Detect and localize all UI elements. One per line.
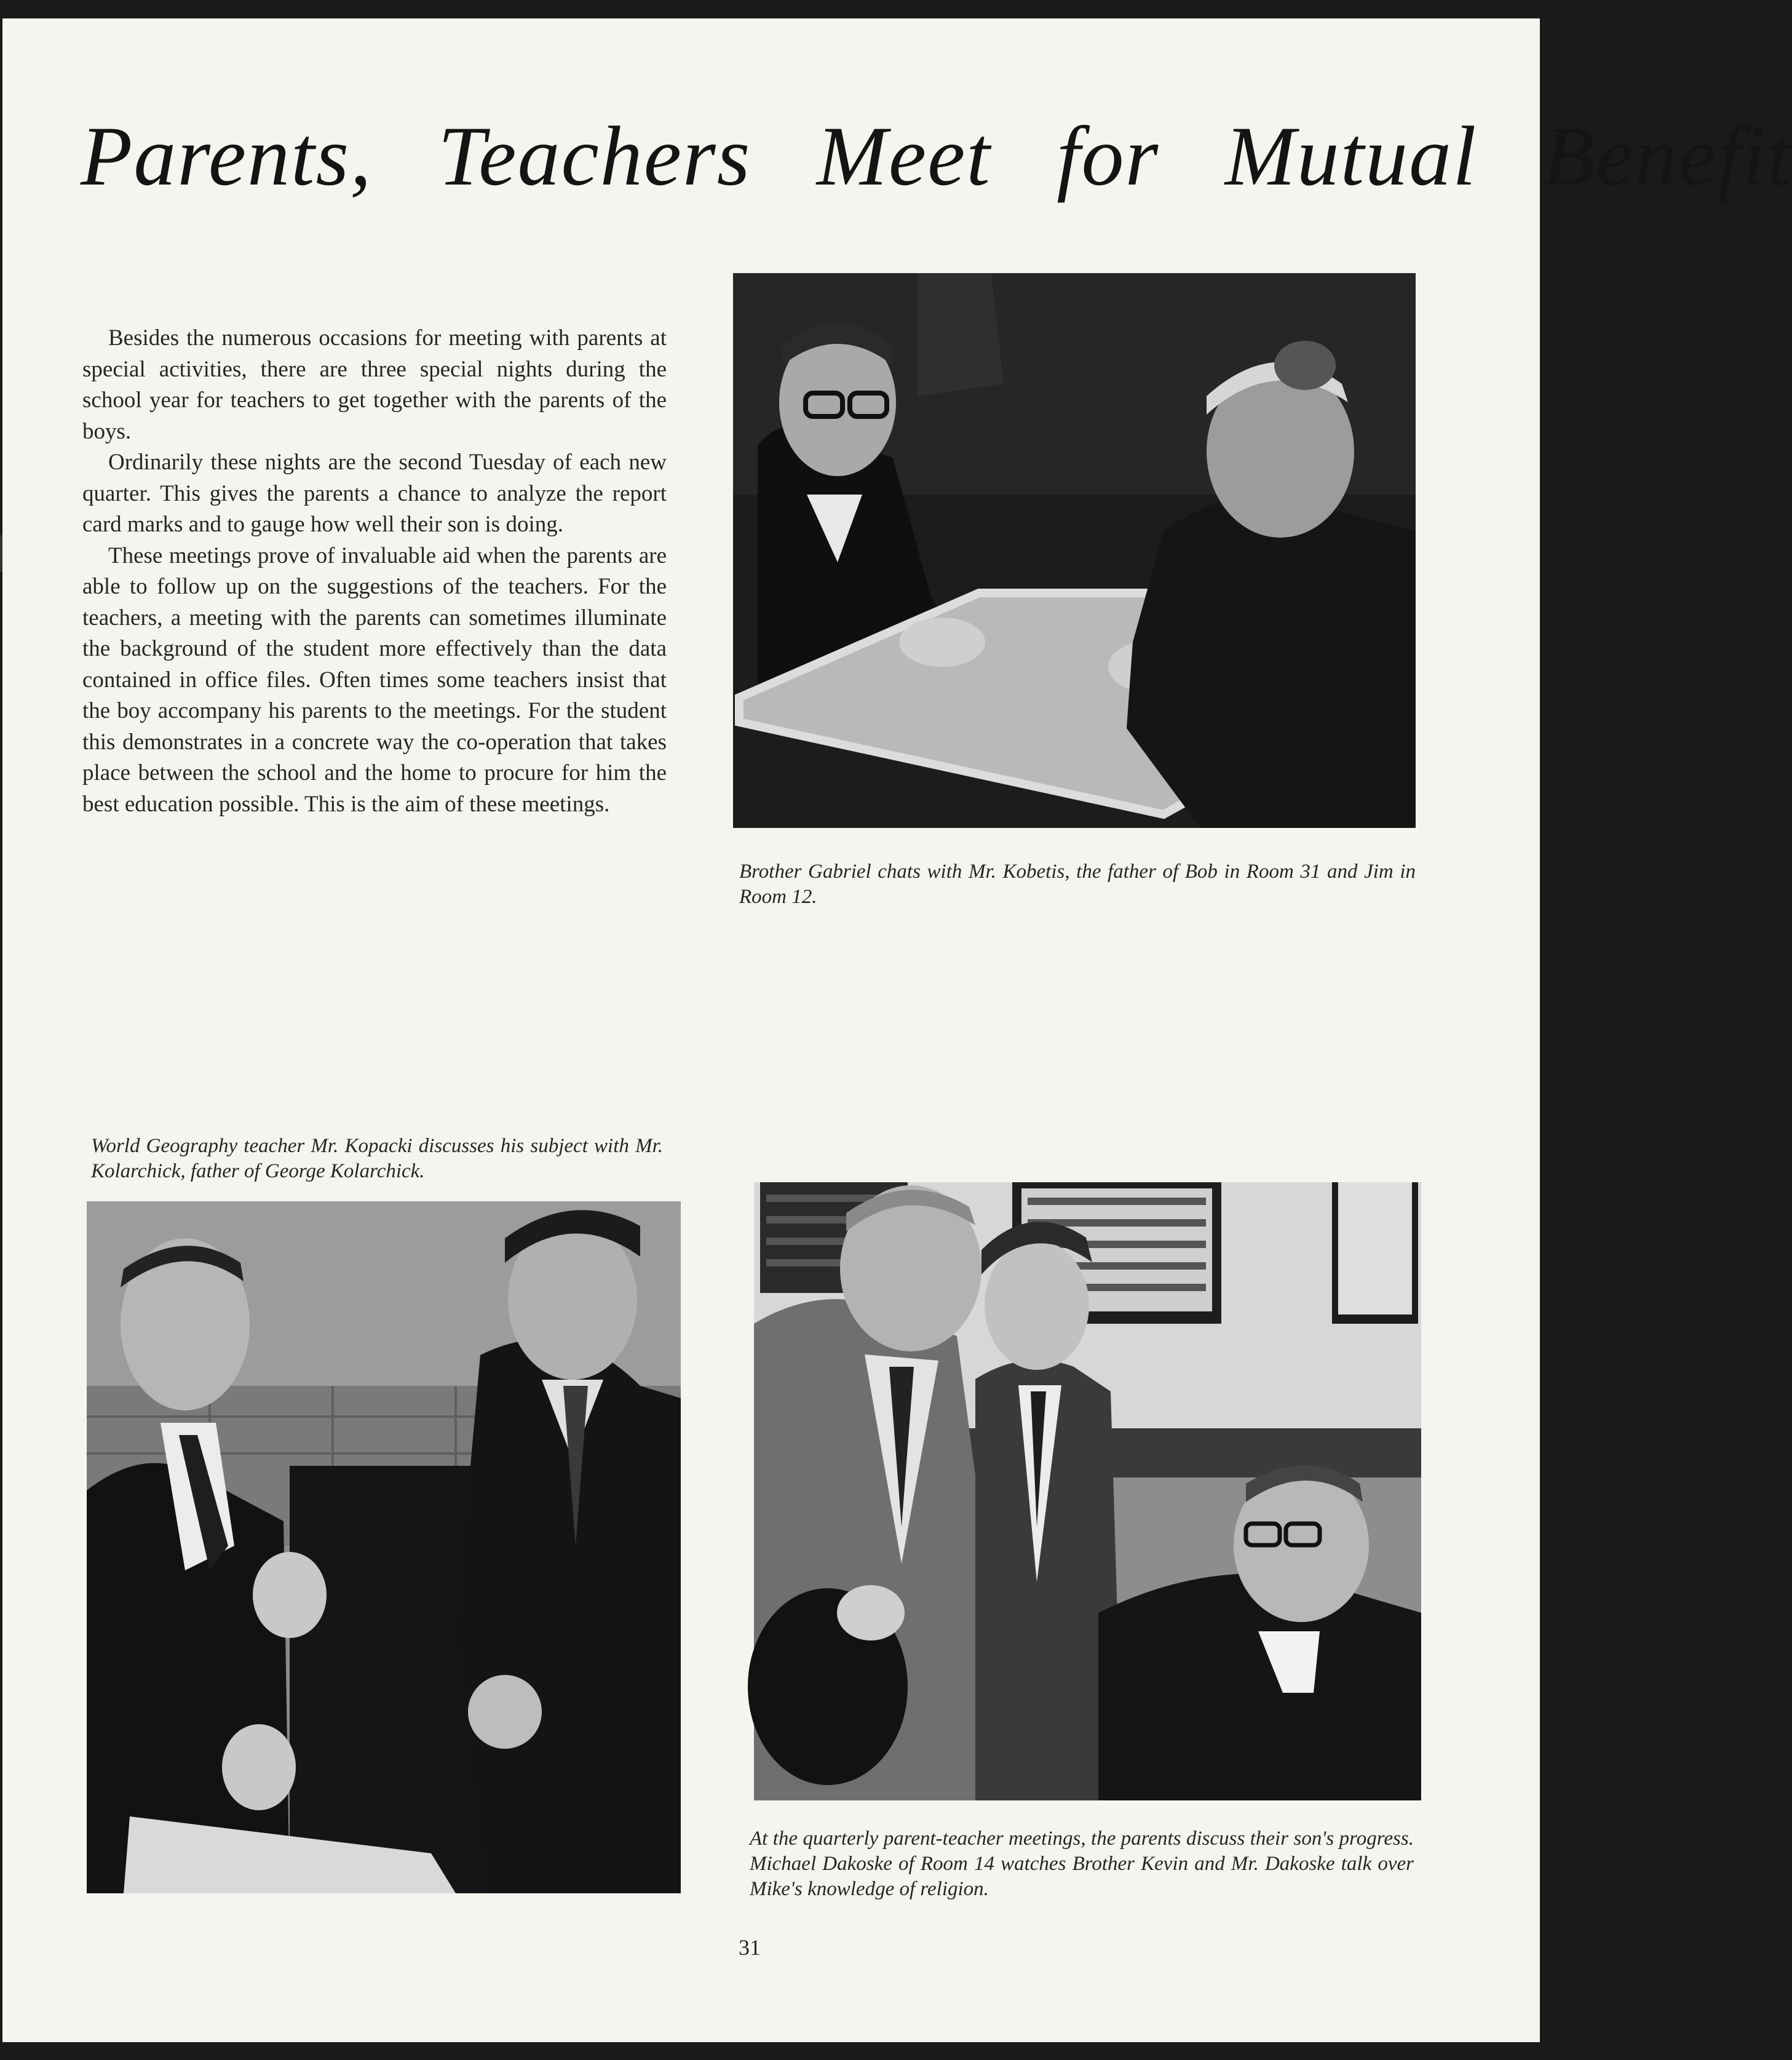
- article-paragraph: Besides the numerous occasions for meeting with parents at special activities, there are three special nights during the school year for teachers to get together with the parents of the boys.: [82, 325, 667, 444]
- scan-edge-mark: [0, 535, 2, 572]
- article-paragraph: Ordinarily these nights are the second Tuesday of each new quarter. This gives the parents a chance to analyze the report card marks and to gauge how well their son is doing.: [82, 450, 667, 537]
- page-title: Parents, Teachers Meet for Mutual Benefit: [81, 109, 1792, 203]
- yearbook-page: [2, 18, 1792, 2042]
- photo-dakoske-family-and-brother-kevin: [754, 1182, 1421, 1800]
- photo-brother-gabriel-and-mr-kobetis: [733, 273, 1416, 828]
- photo-mr-kopacki-and-mr-kolarchick: [87, 1201, 681, 1893]
- photo-2-caption: World Geography teacher Mr. Kopacki discusses his subject with Mr. Kolarchick, father of George Kolarchick.: [91, 1135, 663, 1182]
- article-paragraph: These meetings prove of invaluable aid when the parents are able to follow up on the suggestions of the teachers. For the teachers, a meeting with the parents can sometimes illuminate the background of the student more effectively than the data contained in office files. Often times some teachers insist that the boy accompany his parents to the meetings. For the student this demonstrates in a concrete way the co-operation that takes place between the school and the home to procure for him the best education possible. This is the aim of these meetings.: [82, 543, 667, 817]
- photo-1-caption: Brother Gabriel chats with Mr. Kobetis, the father of Bob in Room 31 and Jim in Room 12.: [739, 861, 1416, 908]
- article-body: [82, 323, 667, 820]
- page-number: 31: [739, 1935, 761, 1960]
- photo-3-caption: At the quarterly parent-teacher meetings, the parents discuss their son's progress. Michael Dakoske of Room 14 watches Brother Kevin and Mr. Dakoske talk over Mike's knowledge of religion.: [750, 1827, 1414, 1900]
